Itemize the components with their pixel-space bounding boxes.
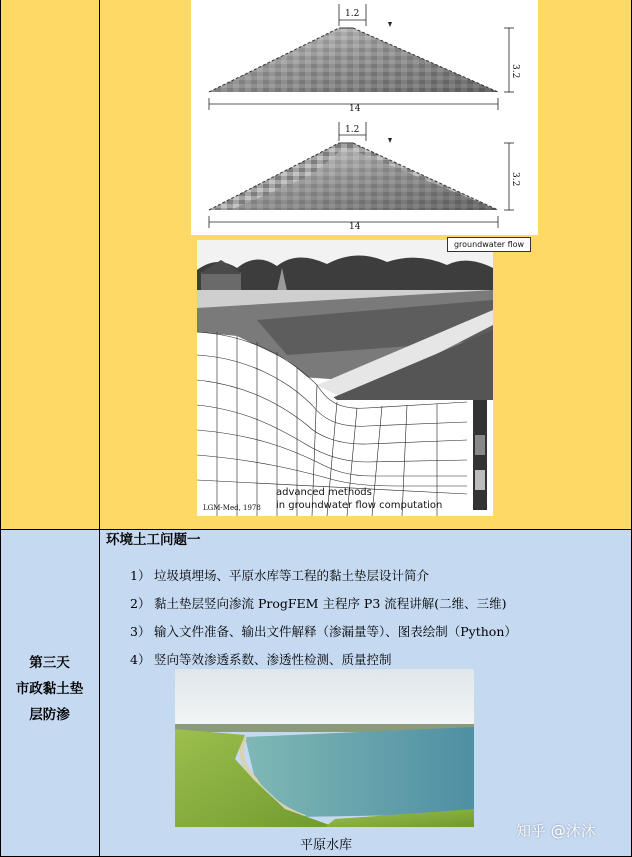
table-border-row	[0, 529, 632, 530]
table-border-left	[0, 0, 1, 857]
day-label	[0, 650, 99, 728]
row1-label-cell	[0, 0, 100, 530]
list-item-text: 黏土垫层竖向渗流 ProgFEM 主程序 P3 流程讲解(二维、三维)	[154, 596, 507, 611]
groundwater-credit: LGM-Med, 1978	[203, 504, 261, 512]
day-label-line3: 层防渗	[29, 707, 70, 723]
reservoir-photo-art	[175, 669, 474, 827]
embankment-diagrams	[191, 0, 538, 235]
list-item-number: 1）	[130, 568, 151, 583]
dim-height-2: 3.2	[510, 172, 520, 187]
list-item-number: 4）	[130, 652, 151, 667]
dim-base-2: 14	[349, 222, 361, 232]
list-item-text: 竖向等效渗透系数、渗透性检测、质量控制	[154, 652, 392, 667]
groundwater-caption	[276, 486, 442, 512]
list-item-number: 3）	[130, 624, 151, 639]
embankment-diagram-2	[209, 122, 520, 232]
list-item	[130, 562, 517, 590]
list-item-number: 2）	[130, 596, 151, 611]
day-label-line1: 第三天	[29, 655, 70, 671]
groundwater-flow-label: groundwater flow	[447, 237, 531, 252]
watermark: 知乎 @沐沐	[516, 822, 596, 840]
list-item	[130, 590, 517, 618]
groundwater-photo-art	[197, 240, 493, 516]
dim-crest-1: 1.2	[345, 9, 360, 19]
groundwater-caption-line2: in groundwater flow computation	[276, 500, 443, 511]
table-border-mid	[99, 0, 100, 857]
dim-base-1: 14	[349, 104, 361, 114]
embankment-figure-panel	[191, 0, 538, 235]
section-title: 环境土工问题一	[106, 532, 201, 548]
day-label-line2: 市政黏土垫	[15, 681, 84, 697]
reservoir-photo	[175, 669, 474, 827]
dim-height-1: 3.2	[510, 64, 520, 79]
list-item-text: 输入文件准备、输出文件解释（渗漏量等）、图表绘制（Python）	[154, 624, 517, 639]
groundwater-photo	[197, 240, 493, 516]
reservoir-caption: 平原水库	[300, 838, 353, 853]
list-item	[130, 618, 517, 646]
dim-crest-2: 1.2	[345, 125, 360, 135]
groundwater-caption-line1: advanced methods	[276, 487, 372, 498]
list-item-text: 垃圾填埋场、平原水库等工程的黏土垫层设计简介	[154, 568, 430, 583]
embankment-diagram-1	[209, 4, 520, 114]
topic-list	[130, 562, 517, 674]
